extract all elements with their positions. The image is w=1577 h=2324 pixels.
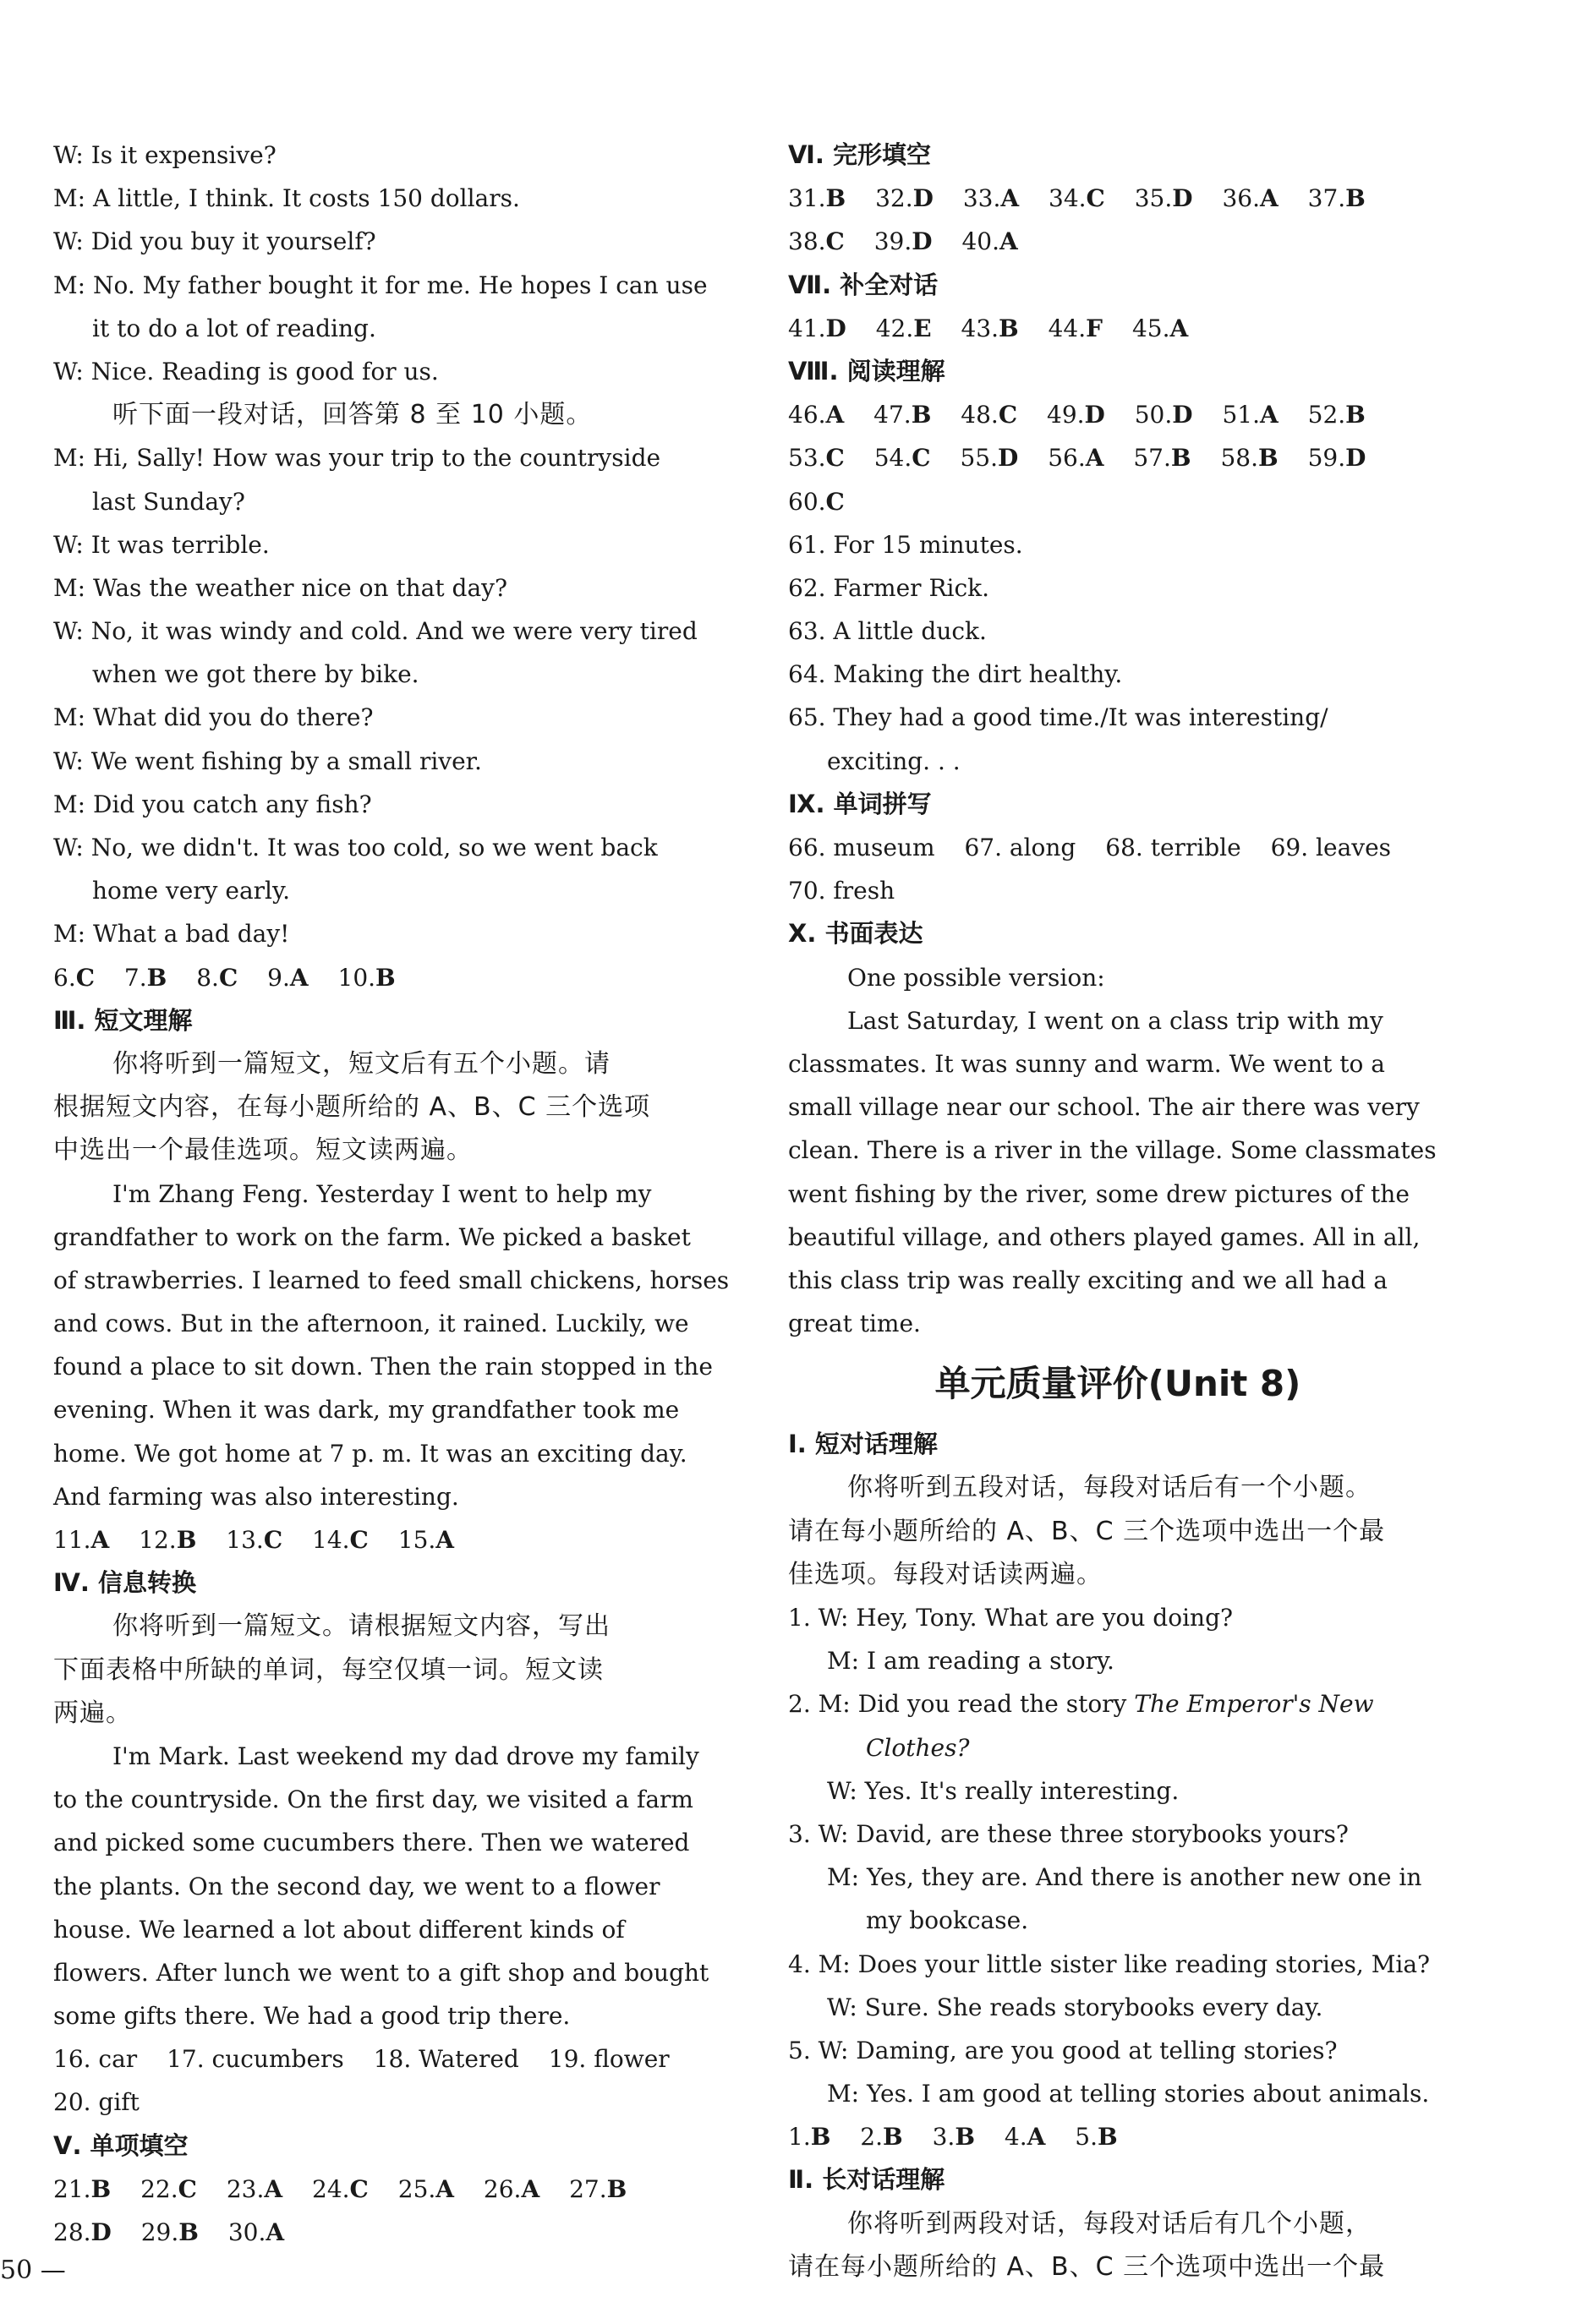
short-dialogue-line: M: I am reading a story.: [827, 1647, 1114, 1676]
section-title: Ⅶ. 补全对话: [788, 270, 939, 299]
passage-line: And farming was also interesting.: [53, 1482, 459, 1511]
answer-63: 63. A little duck.: [788, 617, 987, 646]
short-dialogue-line: 5. W: Daming, are you good at telling stories?: [788, 2036, 1338, 2064]
answers-16-19: 16. car 17. cucumbers 18. Watered 19. flower: [53, 2045, 670, 2074]
answers-53-59: 53.C 54.C 55.D 56.A 57.B 58.B 59.D: [788, 444, 1366, 473]
instruction-line: 你将听到一篇短文，短文后有五个小题。请: [112, 1048, 611, 1079]
dialogue-line: W: It was terrible.: [53, 530, 270, 559]
section-title: Ⅳ. 信息转换: [53, 1568, 196, 1598]
short-dialogue-line: W: Yes. It's really interesting.: [827, 1776, 1180, 1805]
section-title: Ⅱ. 长对话理解: [788, 2165, 945, 2195]
section-title: Ⅴ. 单项填空: [53, 2130, 189, 2160]
section-title: Ⅹ. 书面表达: [788, 919, 923, 949]
answer-61: 61. For 15 minutes.: [788, 530, 1023, 559]
section-title: Ⅰ. 短对话理解: [788, 1430, 938, 1459]
instruction-line: 下面表格中所缺的单词，每空仅填一词。短文读: [53, 1654, 604, 1685]
instruction-line: 佳选项。每段对话读两遍。: [788, 1559, 1103, 1589]
answers-46-52: 46.A 47.B 48.C 49.D 50.D 51.A 52.B: [788, 401, 1366, 429]
answers-66-69: 66. museum 67. along 68. terrible 69. leaves: [788, 834, 1392, 861]
answer-20: 20. gift: [53, 2088, 140, 2117]
answer-64: 64. Making the dirt healthy.: [788, 660, 1123, 689]
essay-line: beautiful village, and others played games. All in all,: [788, 1222, 1421, 1251]
short-dialogue-line: W: Sure. She reads storybooks every day.: [827, 1993, 1323, 2021]
instruction-line: 根据短文内容，在每小题所给的 A、B、C 三个选项: [53, 1092, 651, 1123]
passage-line: and picked some cucumbers there. Then we watered: [53, 1829, 690, 1857]
passage-line: home. We got home at 7 p. m. It was an exciting day.: [53, 1439, 687, 1468]
dialogue-line: M: Hi, Sally! How was your trip to the countryside: [53, 444, 661, 473]
dialogue-line: M: Did you catch any fish?: [53, 790, 372, 818]
dialogue-line: M: What did you do there?: [53, 703, 374, 732]
answers-31-37: 31.B 32.D 33.A 34.C 35.D 36.A 37.B: [788, 184, 1366, 213]
passage-line: flowers. After lunch we went to a gift shop and bought: [53, 1958, 709, 1987]
dialogue-line: W: No, it was windy and cold. And we were very tired: [53, 617, 698, 646]
essay-line: classmates. It was sunny and warm. We went to a: [788, 1049, 1385, 1078]
instruction-line: 两遍。: [53, 1698, 132, 1728]
section-title: Ⅲ. 短文理解: [53, 1005, 193, 1035]
answer-70: 70. fresh: [788, 877, 895, 905]
essay-line: went fishing by the river, some drew pictures of the: [788, 1179, 1410, 1208]
short-dialogue-line: M: Yes. I am good at telling stories about animals.: [827, 2080, 1430, 2108]
essay-line: this class trip was really exciting and we all had a: [788, 1266, 1388, 1294]
dialogue-line: W: No, we didn't. It was too cold, so we went back: [53, 834, 658, 861]
dialogue-line: M: What a bad day!: [53, 920, 290, 949]
passage-line: evening. When it was dark, my grandfather took me: [53, 1396, 680, 1424]
instruction-line: 你将听到五段对话，每段对话后有一个小题。: [847, 1473, 1372, 1503]
passage-line: the plants. On the second day, we went to a flower: [53, 1872, 660, 1900]
answer-65: 65. They had a good time./It was interesting/: [788, 703, 1328, 732]
passage-line: grandfather to work on the farm. We picked a basket: [53, 1222, 691, 1251]
answers-41-45: 41.D 42.E 43.B 44.F 45.A: [788, 314, 1189, 342]
instruction-8-10: 听下面一段对话，回答第 8 至 10 小题。: [112, 400, 593, 430]
essay-line: small village near our school. The air there was very: [788, 1093, 1420, 1122]
answer-60: 60.C: [788, 487, 845, 516]
passage-line: I'm Mark. Last weekend my dad drove my family: [112, 1742, 699, 1770]
short-dialogue-line: my bookcase.: [866, 1906, 1029, 1935]
short-dialogue-line: 2. M: Did you read the story The Emperor's New: [788, 1690, 1374, 1719]
dialogue-line-cont: home very early.: [92, 877, 291, 905]
answers-6-10: 6.C 7.B 8.C 9.A 10.B: [53, 963, 396, 992]
passage-line: I'm Zhang Feng. Yesterday I went to help my: [112, 1179, 652, 1208]
dialogue-line: W: Is it expensive?: [53, 141, 277, 169]
left-column: [53, 134, 730, 2254]
unit-heading: 单元质量评价(Unit 8): [934, 1363, 1301, 1405]
dialogue-line: W: Nice. Reading is good for us.: [53, 357, 439, 386]
passage-line: and cows. But in the afternoon, it rained. Luckily, we: [53, 1310, 689, 1338]
dialogue-line: M: Was the weather nice on that day?: [53, 573, 507, 602]
dialogue-line: W: Did you buy it yourself?: [53, 227, 376, 256]
essay-intro: One possible version:: [847, 963, 1105, 992]
section-title: Ⅸ. 单词拼写: [788, 789, 932, 818]
right-column: [788, 134, 1448, 2288]
answers-1-5: 1.B 2.B 3.B 4.A 5.B: [788, 2123, 1118, 2152]
section-title: Ⅷ. 阅读理解: [788, 356, 945, 386]
passage-line: some gifts there. We had a good trip there.: [53, 2002, 571, 2031]
dialogue-line-cont: last Sunday?: [92, 487, 245, 516]
passage-line: to the countryside. On the first day, we visited a farm: [53, 1785, 693, 1814]
dialogue-line-cont: when we got there by bike.: [92, 660, 419, 689]
answers-11-15: 11.A 12.B 13.C 14.C 15.A: [53, 1526, 455, 1554]
short-dialogue-line: 3. W: David, are these three storybooks yours?: [788, 1819, 1349, 1848]
passage-line: of strawberries. I learned to feed small chickens, horses: [53, 1266, 730, 1294]
dialogue-line: M: No. My father bought it for me. He hopes I can use: [53, 271, 708, 299]
short-dialogue-line: 1. W: Hey, Tony. What are you doing?: [788, 1604, 1234, 1632]
instruction-line: 中选出一个最佳选项。短文读两遍。: [53, 1135, 473, 1166]
answer-62: 62. Farmer Rick.: [788, 573, 990, 602]
page-number: 50 —: [0, 2256, 66, 2285]
essay-line: clean. There is a river in the village. Some classmates: [788, 1136, 1437, 1165]
answers-38-40: 38.C 39.D 40.A: [788, 227, 1018, 256]
essay-line: great time.: [788, 1310, 921, 1338]
answers-28-30: 28.D 29.B 30.A: [53, 2218, 285, 2246]
short-dialogue-line: 4. M: Does your little sister like reading stories, Mia?: [788, 1949, 1431, 1978]
instruction-line: 请在每小题所给的 A、B、C 三个选项中选出一个最: [788, 1516, 1386, 1546]
essay-line: Last Saturday, I went on a class trip with my: [847, 1006, 1383, 1035]
passage-line: house. We learned a lot about different kinds of: [53, 1915, 625, 1944]
instruction-line: 请在每小题所给的 A、B、C 三个选项中选出一个最: [788, 2251, 1386, 2282]
short-dialogue-line: M: Yes, they are. And there is another new one in: [827, 1863, 1422, 1892]
dialogue-line: W: We went fishing by a small river.: [53, 746, 482, 775]
passage-line: found a place to sit down. Then the rain stopped in the: [53, 1353, 713, 1381]
section-title: Ⅵ. 完形填空: [788, 140, 931, 169]
short-dialogue-line: Clothes?: [866, 1733, 970, 1762]
instruction-line: 你将听到两段对话，每段对话后有几个小题，: [847, 2208, 1372, 2239]
answer-65-cont: exciting. . .: [827, 746, 961, 775]
dialogue-line-cont: it to do a lot of reading.: [92, 314, 376, 342]
dialogue-line: M: A little, I think. It costs 150 dollars.: [53, 184, 520, 213]
instruction-line: 你将听到一篇短文。请根据短文内容，写出: [112, 1611, 611, 1642]
answers-21-27: 21.B 22.C 23.A 24.C 25.A 26.A 27.B: [53, 2174, 627, 2203]
